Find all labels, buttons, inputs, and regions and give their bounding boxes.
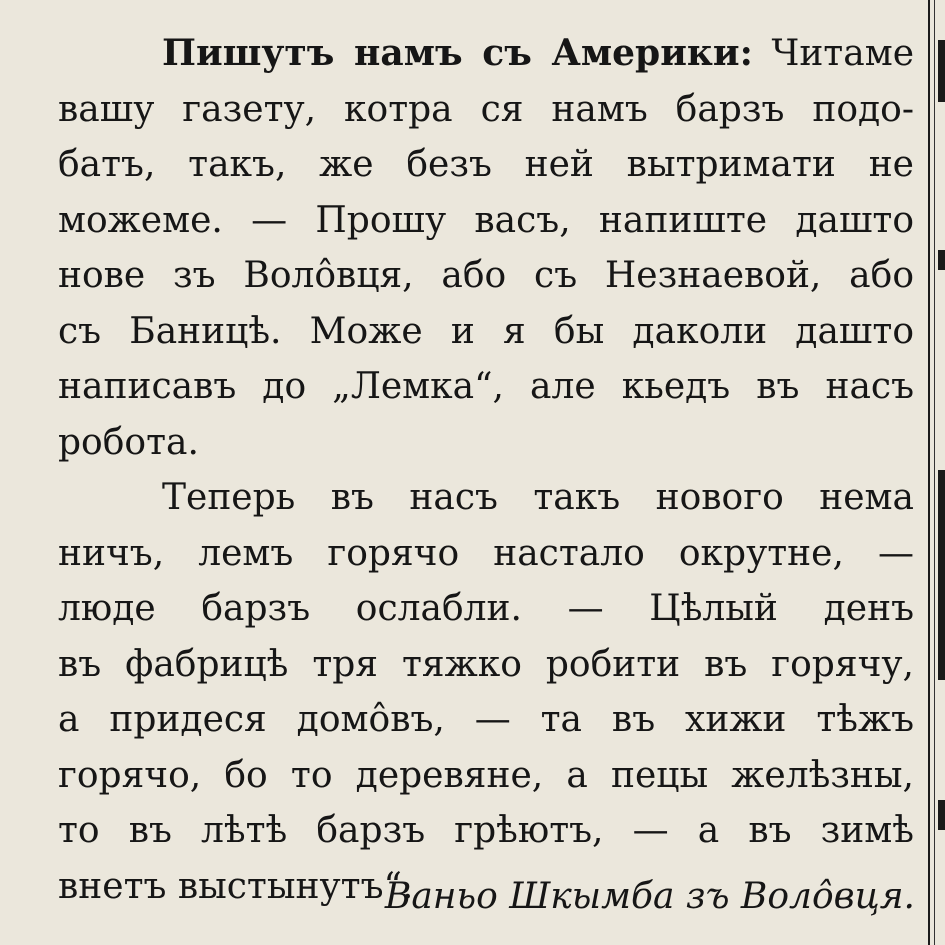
column-rule: [928, 0, 930, 945]
adjacent-column-fragment: [938, 40, 945, 102]
adjacent-column-fragment: [938, 470, 945, 680]
adjacent-column-fragment: [938, 800, 945, 830]
paragraph-line: Теперь въ насъ такъ нового нема: [162, 477, 914, 518]
paragraph-line: ничъ, лемъ горячо настало окрутне, —: [58, 532, 914, 574]
article-lead: Пишутъ намъ съ Америки:: [162, 32, 753, 74]
paragraph-line: то въ лѣтѣ барзъ грѣютъ, — а въ зимѣ: [58, 810, 914, 851]
paragraph-line: написавъ до „Лемка“, але кьедъ въ насъ: [58, 366, 914, 407]
adjacent-column-fragment: [938, 250, 945, 270]
paragraph-line: батъ, такъ, же безъ ней вытримати не: [58, 144, 914, 185]
paragraph-line: нове зъ Волôвця, або съ Незнаевой, або: [58, 255, 914, 296]
paragraph-line: а придеся домôвъ, — та въ хижи тѣжъ: [58, 699, 914, 740]
paragraph-line: [58, 26, 914, 82]
author-signature: Ваньо Шкымба зъ Волôвця.: [384, 876, 915, 917]
paragraph: [58, 26, 914, 470]
paragraph-line: внетъ выстынутъ“.: [58, 865, 414, 907]
paragraph-line: вашу газету, котра ся намъ барзъ подо-: [58, 88, 914, 130]
column-rule-thin: [934, 0, 935, 945]
paragraph-line: въ фабрицѣ тря тяжко робити въ горячу,: [58, 643, 914, 685]
paragraph-line: съ Баницѣ. Може и я бы даколи дашто: [58, 310, 914, 352]
paragraph: [58, 470, 914, 914]
paragraph-line: можеме. — Прошу васъ, напиште дашто: [58, 199, 914, 241]
paragraph-line: робота.: [58, 421, 199, 463]
article-body: [58, 26, 914, 914]
paragraph-line: люде барзъ ослабли. — Цѣлый денъ: [58, 588, 914, 629]
paragraph-line: горячо, бо то деревяне, а пецы желѣзны,: [58, 754, 914, 796]
lead-line-rest: Читаме: [752, 33, 914, 74]
